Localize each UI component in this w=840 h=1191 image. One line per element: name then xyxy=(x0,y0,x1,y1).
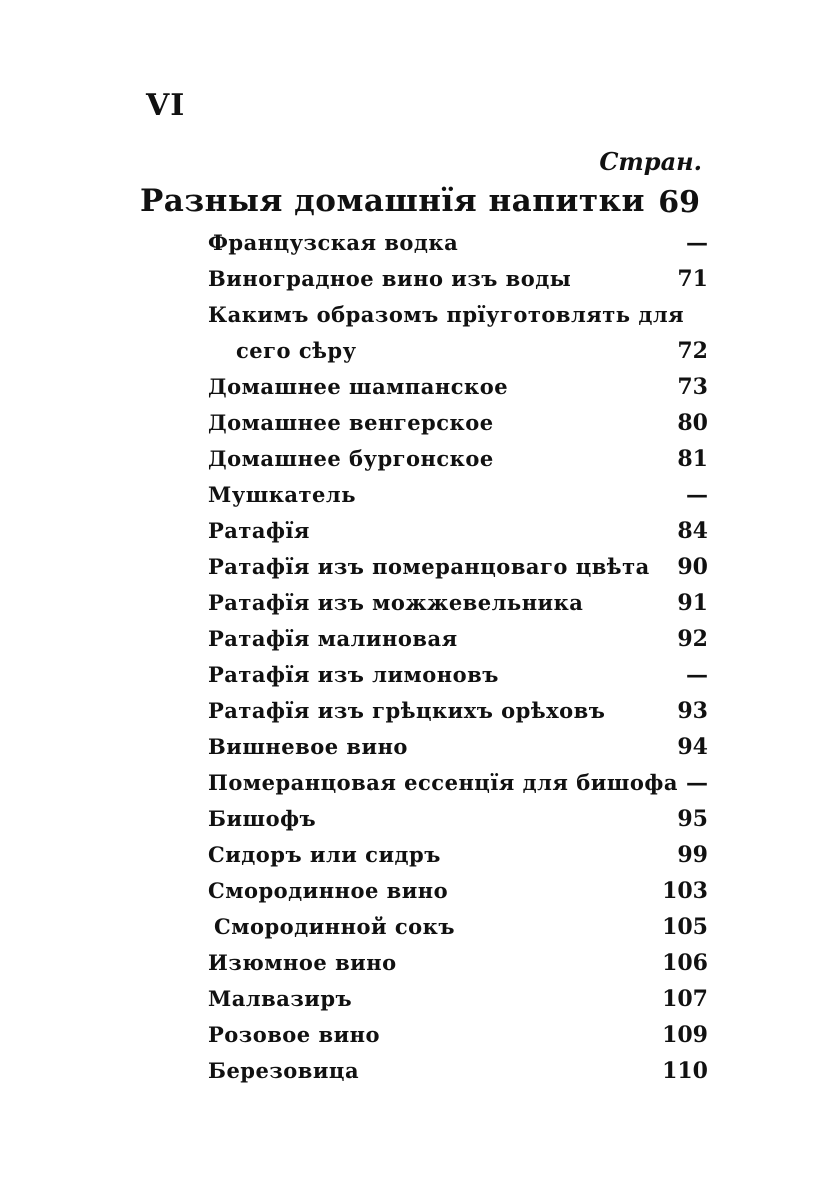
toc-entry xyxy=(208,982,708,1018)
page-column-header: Стран. xyxy=(599,147,702,176)
toc-entry-page: 72 xyxy=(677,338,708,364)
toc-entry-title: Ратафїя изъ можжевельника xyxy=(208,590,584,615)
toc-entry-page: 73 xyxy=(677,374,708,400)
toc-entry-page: 84 xyxy=(677,518,708,544)
toc-entry xyxy=(208,838,708,874)
toc-entry xyxy=(208,622,708,658)
toc-entry-title: Домашнее шампанское xyxy=(208,374,509,399)
toc-entry-title: Мушкатель xyxy=(208,482,356,507)
toc-entry-page: — xyxy=(686,230,708,256)
toc-entry xyxy=(208,298,708,334)
toc-entry-title: Смородинной сокъ xyxy=(214,914,455,939)
page-number: VI xyxy=(146,88,186,123)
toc-entry-continuation xyxy=(208,334,708,370)
table-of-contents xyxy=(208,226,708,1090)
toc-entry-title: Розовое вино xyxy=(208,1022,381,1047)
toc-entry-page: 92 xyxy=(677,626,708,652)
toc-entry-title: Какимъ образомъ прїуготовлять для xyxy=(208,302,685,327)
toc-entry-title: Изюмное вино xyxy=(208,950,397,975)
toc-entry-title: Малвазиръ xyxy=(208,986,353,1011)
toc-entry-title: Ратафїя изъ лимоновъ xyxy=(208,662,499,687)
toc-entry-title: Ратафїя малиновая xyxy=(208,626,458,651)
toc-entry-page: — xyxy=(686,770,708,796)
toc-entry-page: — xyxy=(686,482,708,508)
toc-entry-title: Смородинное вино xyxy=(208,878,449,903)
section-title: Разныя домашнїя напитки xyxy=(140,183,646,219)
toc-entry xyxy=(208,766,708,802)
toc-entry-page: 90 xyxy=(677,554,708,580)
toc-entry-title: Домашнее бургонское xyxy=(208,446,494,471)
toc-entry xyxy=(208,730,708,766)
toc-entry-page: 103 xyxy=(662,878,708,904)
toc-entry-title: Бишофъ xyxy=(208,806,317,831)
section-page-number: 69 xyxy=(658,185,700,220)
toc-entry-title: Ратафїя изъ грѣцкихъ орѣховъ xyxy=(208,698,606,723)
toc-entry-title: сего сѣру xyxy=(236,338,357,363)
toc-entry xyxy=(208,478,708,514)
toc-entry-title: Домашнее венгерское xyxy=(208,410,494,435)
toc-entry-title: Вишневое вино xyxy=(208,734,408,759)
toc-entry xyxy=(208,406,708,442)
toc-entry-title: Сидоръ или сидръ xyxy=(208,842,441,867)
toc-entry-page: 106 xyxy=(662,950,708,976)
toc-entry-page: 71 xyxy=(677,266,708,292)
toc-entry-page: 99 xyxy=(677,842,708,868)
toc-entry-page: — xyxy=(686,662,708,688)
toc-entry xyxy=(208,874,708,910)
toc-entry-title: Виноградное вино изъ воды xyxy=(208,266,572,291)
toc-entry xyxy=(208,550,708,586)
toc-entry-page: 109 xyxy=(662,1022,708,1048)
toc-entry xyxy=(208,586,708,622)
toc-entry-title: Березовица xyxy=(208,1058,360,1083)
toc-entry xyxy=(208,694,708,730)
toc-entry-page: 110 xyxy=(662,1058,708,1084)
toc-entry-page: 93 xyxy=(677,698,708,724)
toc-entry xyxy=(208,1018,708,1054)
toc-entry xyxy=(208,910,708,946)
toc-entry-page: 94 xyxy=(677,734,708,760)
toc-entry xyxy=(208,226,708,262)
toc-entry-page: 80 xyxy=(677,410,708,436)
toc-entry xyxy=(208,442,708,478)
toc-entry xyxy=(208,1054,708,1090)
toc-entry-page: 91 xyxy=(677,590,708,616)
toc-entry-page: 107 xyxy=(662,986,708,1012)
toc-entry xyxy=(208,658,708,694)
toc-entry xyxy=(208,370,708,406)
toc-entry-title: Французская водка xyxy=(208,230,459,255)
toc-entry-page: 95 xyxy=(677,806,708,832)
toc-entry-page: 105 xyxy=(662,914,708,940)
toc-entry xyxy=(208,946,708,982)
section-heading xyxy=(140,183,700,223)
toc-entry-title: Ратафїя xyxy=(208,518,310,543)
toc-entry-title: Померанцовая ессенцїя для бишофа xyxy=(208,770,678,795)
toc-entry xyxy=(208,802,708,838)
toc-entry xyxy=(208,262,708,298)
toc-entry-title: Ратафїя изъ померанцоваго цвѣта xyxy=(208,554,650,579)
toc-entry-page: 81 xyxy=(677,446,708,472)
toc-entry xyxy=(208,514,708,550)
